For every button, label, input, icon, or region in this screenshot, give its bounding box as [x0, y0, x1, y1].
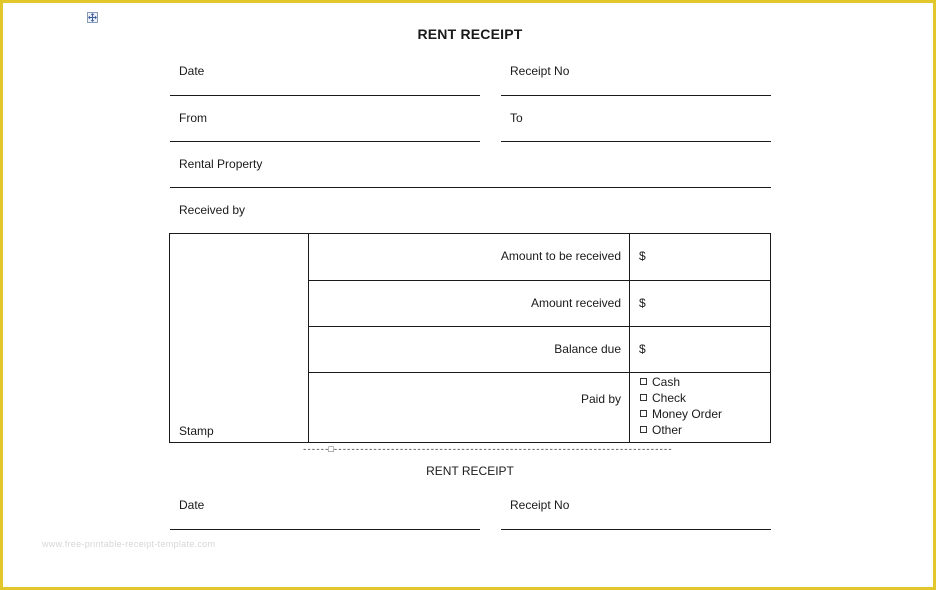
paid-by-label: Paid by	[580, 392, 621, 406]
to-line[interactable]	[501, 141, 771, 142]
payment-option-money-order[interactable]: Money Order	[640, 407, 722, 421]
payment-option-cash[interactable]: Cash	[640, 375, 680, 389]
balance-due-label: Balance due	[554, 342, 621, 356]
table-move-handle-icon[interactable]	[87, 12, 98, 23]
receipt-no-line-second[interactable]	[501, 529, 771, 530]
receipt-no-line[interactable]	[501, 95, 771, 96]
payment-option-other[interactable]: Other	[640, 423, 682, 437]
amount-received-label: Amount received	[530, 296, 621, 310]
to-label: To	[510, 111, 523, 125]
date-label-second: Date	[179, 498, 205, 512]
table-divider	[308, 280, 771, 281]
cut-separator: ------□-----------------------------------------------------------------------------	[302, 445, 672, 455]
date-line-second[interactable]	[170, 529, 480, 530]
amount-to-be-received-currency[interactable]: $	[639, 249, 646, 263]
table-divider	[308, 233, 309, 443]
payment-option-check[interactable]: Check	[640, 391, 686, 405]
from-line[interactable]	[170, 141, 480, 142]
receipt-no-label: Receipt No	[510, 64, 570, 78]
stamp-label: Stamp	[179, 424, 214, 438]
receipt-title: RENT RECEIPT	[417, 26, 523, 42]
receipt-title-second: RENT RECEIPT	[426, 464, 514, 478]
balance-due-currency[interactable]: $	[639, 342, 646, 356]
table-divider	[308, 372, 771, 373]
received-by-label: Received by	[179, 203, 246, 217]
checkbox-icon[interactable]	[640, 394, 647, 401]
table-divider	[629, 233, 630, 443]
rental-property-line[interactable]	[170, 187, 771, 188]
amount-to-be-received-label: Amount to be received	[500, 249, 621, 263]
checkbox-icon[interactable]	[640, 378, 647, 385]
checkbox-icon[interactable]	[640, 410, 647, 417]
checkbox-icon[interactable]	[640, 426, 647, 433]
from-label: From	[179, 111, 207, 125]
receipt-no-label-second: Receipt No	[510, 498, 570, 512]
amount-received-currency[interactable]: $	[639, 296, 646, 310]
date-line[interactable]	[170, 95, 480, 96]
watermark-text: www.free-printable-receipt-template.com	[42, 539, 216, 549]
rental-property-label: Rental Property	[179, 157, 263, 171]
table-divider	[308, 326, 771, 327]
date-label: Date	[179, 64, 205, 78]
